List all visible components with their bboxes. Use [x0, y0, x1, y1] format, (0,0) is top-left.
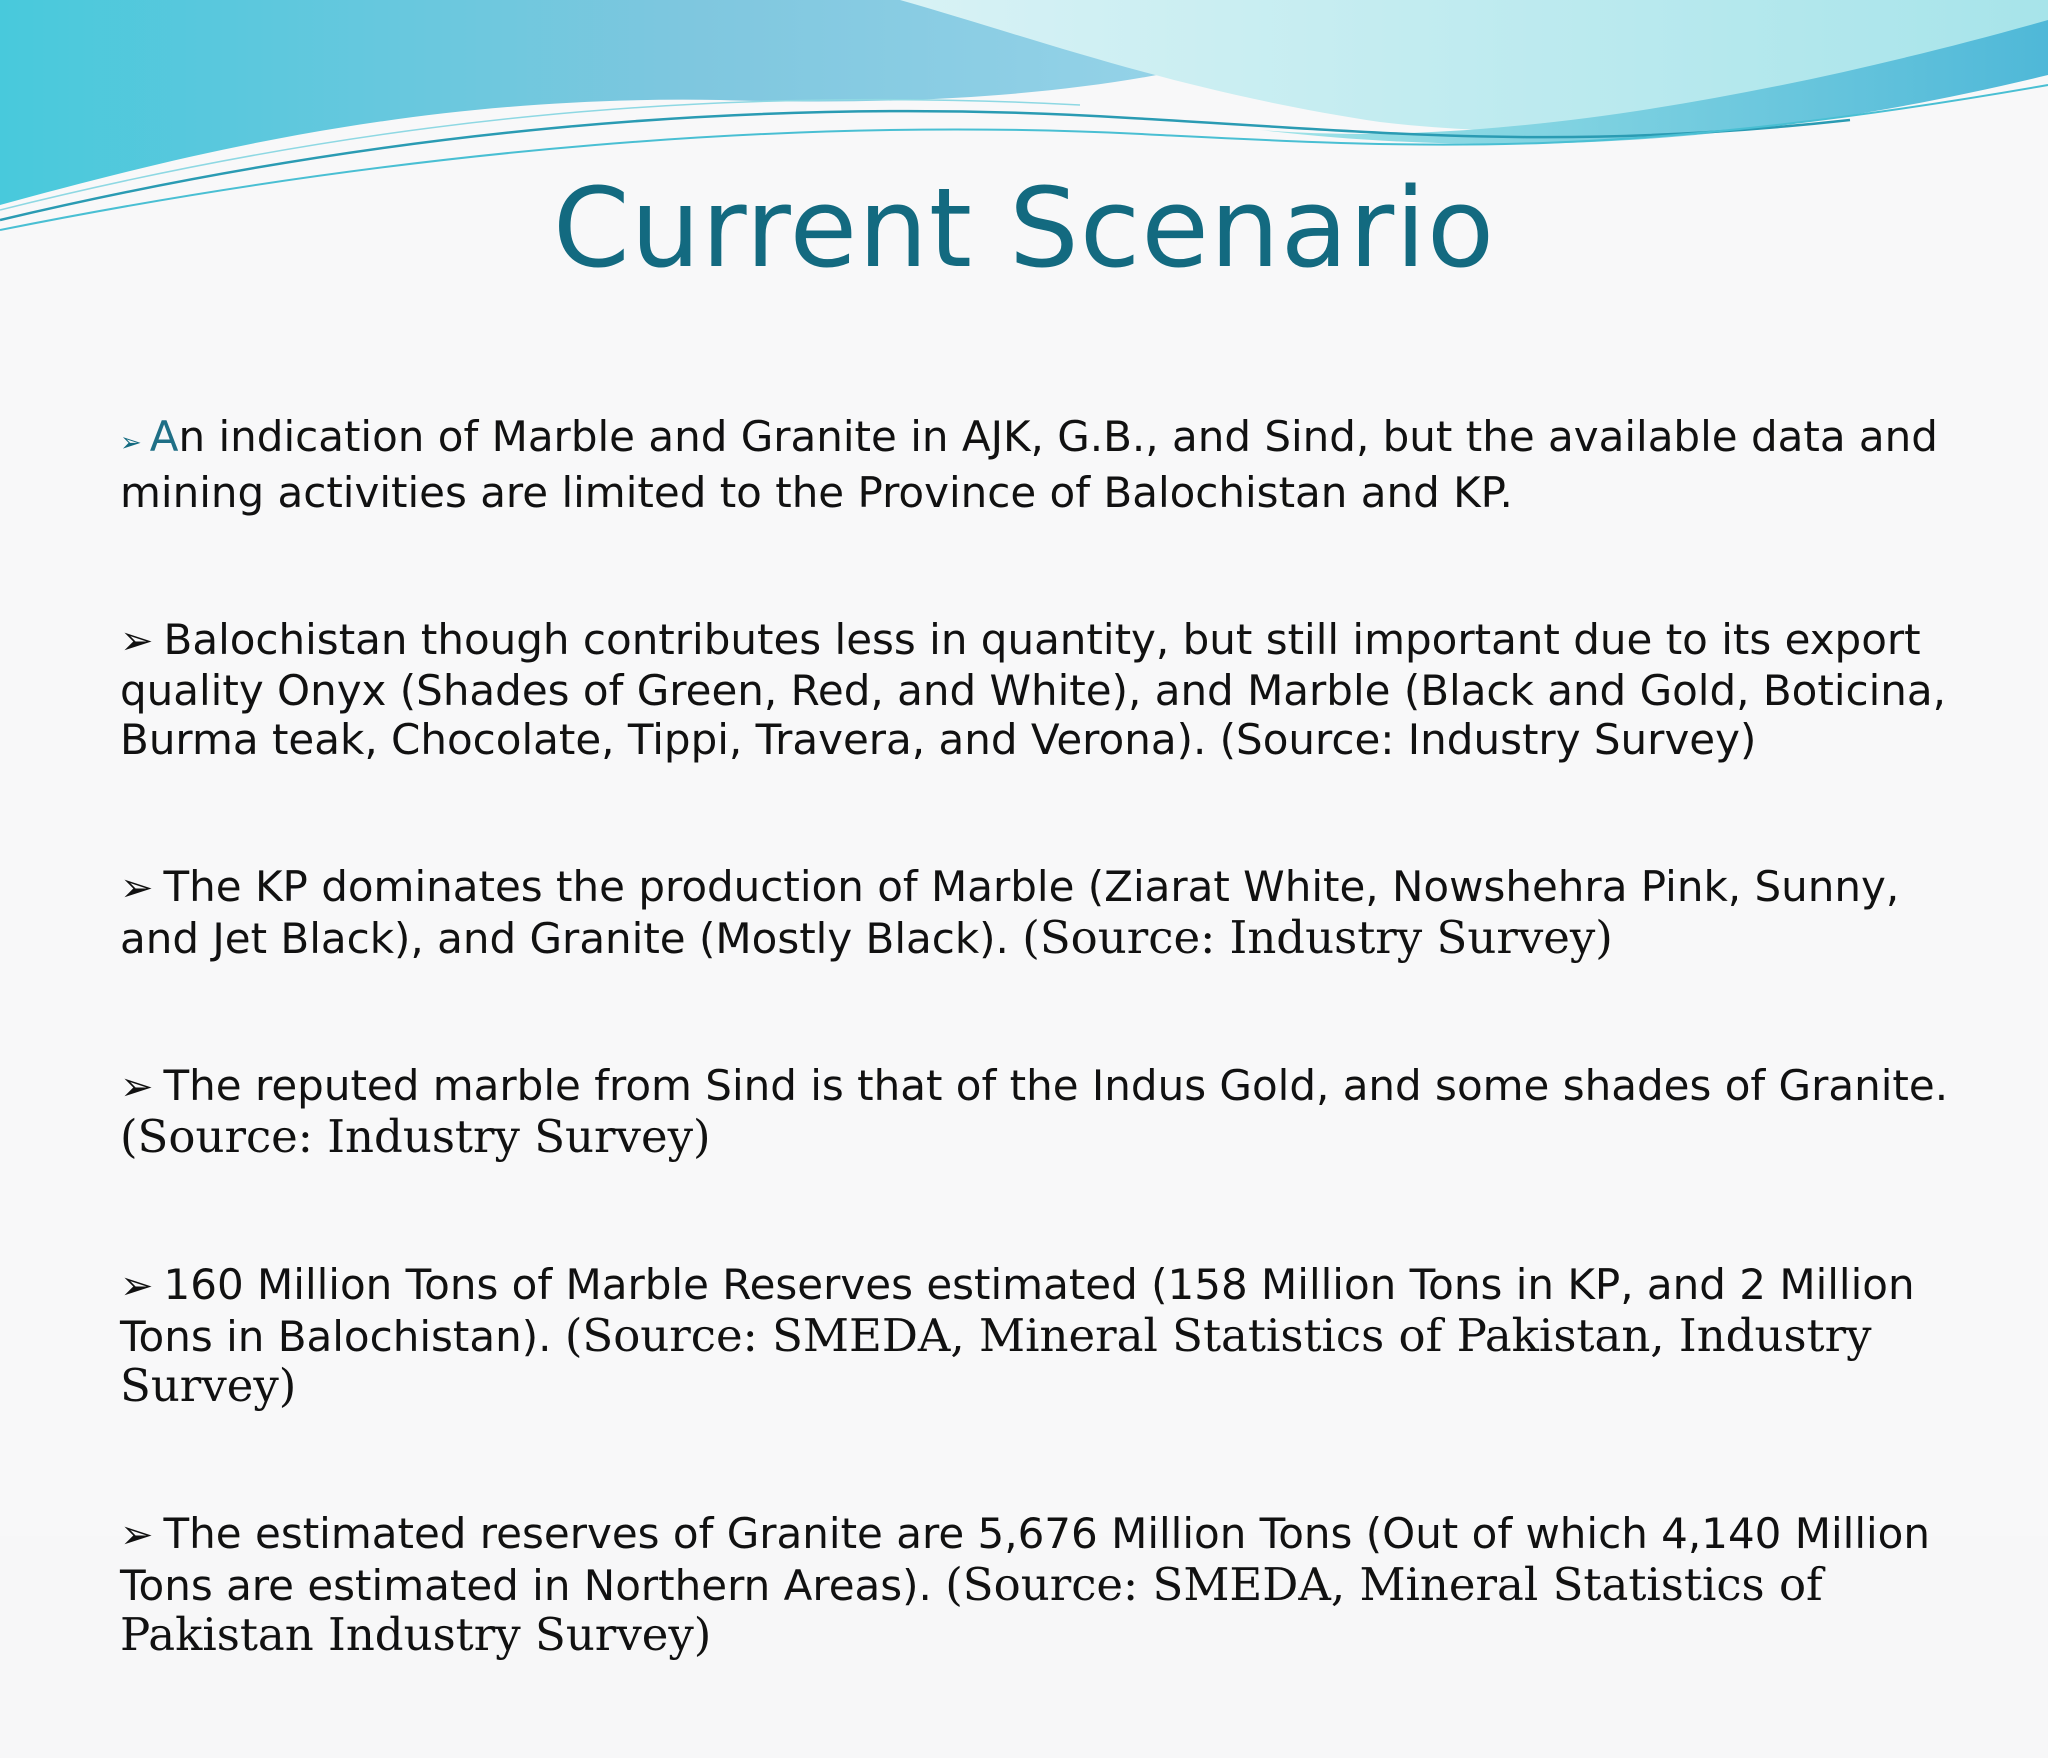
- bullet-text: 160 Million Tons of Marble Reserves estimated (158 Million Tons in KP, and 2 Million Tons in Balochistan).: [120, 1260, 1915, 1361]
- bullet-source: (Source: SMEDA, Mineral Statistics of Pakistan, Industry Survey): [120, 1309, 1872, 1412]
- bullet-list: [120, 412, 1980, 1758]
- bullet-text: n indication of Marble and Granite in AJK, G.B., and Sind, but the available data and mining activities are limited to the Province of Balochistan and KP.: [120, 412, 1938, 517]
- bullet-text: Balochistan though contributes less in quantity, but still important due to its export quality Onyx (Shades of Green, Red, and White), and Marble (Black and Gold, Boticina, Burma teak, Chocolate, Tippi, Travera, and Verona). (Source: Industry Survey): [120, 615, 1946, 764]
- bullet-item-1: [120, 412, 1980, 517]
- bullet-text: The KP dominates the production of Marble (Ziarat White, Nowshehra Pink, Sunny, and Jet Black), and Granite (Mostly Black).: [120, 862, 1900, 963]
- bullet-lead-letter: A: [149, 412, 179, 461]
- bullet-source: (Source: SMEDA, Mineral Statistics of Pakistan Industry Survey): [120, 1558, 1823, 1661]
- slide-title: Current Scenario: [552, 164, 1496, 292]
- arrow-bullet-icon: ➢: [120, 865, 154, 911]
- arrow-bullet-icon: ➢: [120, 428, 142, 458]
- bullet-source: (Source: Industry Survey): [120, 1110, 711, 1163]
- bullet-text: The reputed marble from Sind is that of the Indus Gold, and some shades of Granite.: [163, 1061, 1949, 1110]
- arrow-bullet-icon: ➢: [120, 618, 154, 664]
- arrow-bullet-icon: ➢: [120, 1263, 154, 1309]
- arrow-bullet-icon: ➢: [120, 1512, 154, 1558]
- bullet-item-5: [120, 1260, 1980, 1411]
- bullet-item-3: [120, 862, 1980, 963]
- bullet-item-2: [120, 615, 1980, 764]
- bullet-item-4: [120, 1061, 1980, 1162]
- bullet-item-6: [120, 1509, 1980, 1660]
- bullet-text: The estimated reserves of Granite are 5,676 Million Tons (Out of which 4,140 Million Tons are estimated in Northern Areas).: [120, 1509, 1930, 1610]
- bullet-source: (Source: Industry Survey): [1022, 911, 1613, 964]
- arrow-bullet-icon: ➢: [120, 1064, 154, 1110]
